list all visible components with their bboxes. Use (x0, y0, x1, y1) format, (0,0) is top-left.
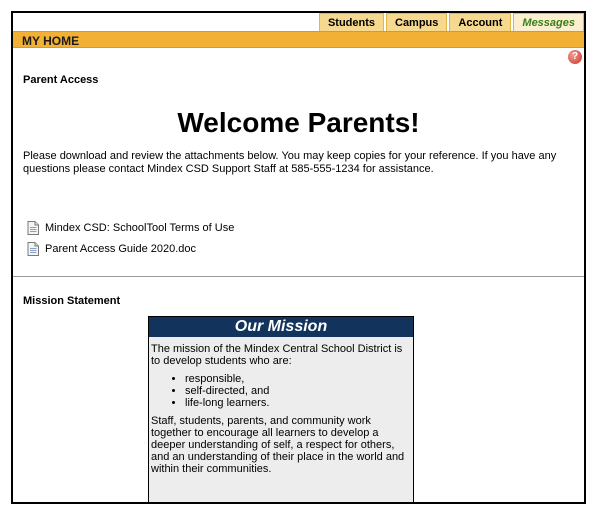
help-icon[interactable]: ? (568, 50, 582, 64)
attachment-label: Parent Access Guide 2020.doc (45, 243, 197, 255)
top-tabs (317, 13, 584, 31)
document-icon (27, 221, 39, 235)
tab-campus[interactable]: Campus (386, 13, 447, 32)
parent-access-title: Parent Access (23, 74, 99, 86)
page-banner (13, 31, 584, 48)
mission-box-title: Our Mission (149, 317, 413, 337)
attachment-guide-link[interactable] (27, 242, 196, 256)
app-frame (11, 11, 586, 504)
welcome-heading: Welcome Parents! (177, 107, 420, 138)
tab-account[interactable]: Account (449, 13, 511, 32)
mission-statement-title: Mission Statement (23, 295, 121, 307)
intro-text: Please download and review the attachments below. You may keep copies for your reference. If you have any questions please contact Mindex CSD Support Staff at 585-555-1234 for assistance. (23, 150, 557, 175)
list-item: • self-directed, and (185, 385, 411, 397)
mission-list (151, 373, 411, 409)
list-item: • life-long learners. (185, 397, 411, 409)
tab-messages[interactable]: Messages (513, 13, 584, 32)
document-icon (27, 242, 39, 256)
mission-box (148, 316, 414, 504)
mission-box-body (149, 337, 413, 475)
mission-paragraph: Staff, students, parents, and community work together to encourage all learners to develop a deeper understanding of self, a respect for others, and an understanding of their place in the world and within their communities. (151, 415, 405, 475)
attachment-terms-link[interactable] (27, 221, 234, 235)
section-divider (13, 276, 584, 277)
list-item: • responsible, (185, 373, 411, 385)
attachment-label: Mindex CSD: SchoolTool Terms of Use (45, 222, 235, 234)
tab-students[interactable]: Students (319, 13, 384, 32)
page-title: MY HOME (22, 34, 80, 48)
mission-paragraph: The mission of the Mindex Central School District is to develop students who are: (151, 343, 403, 367)
